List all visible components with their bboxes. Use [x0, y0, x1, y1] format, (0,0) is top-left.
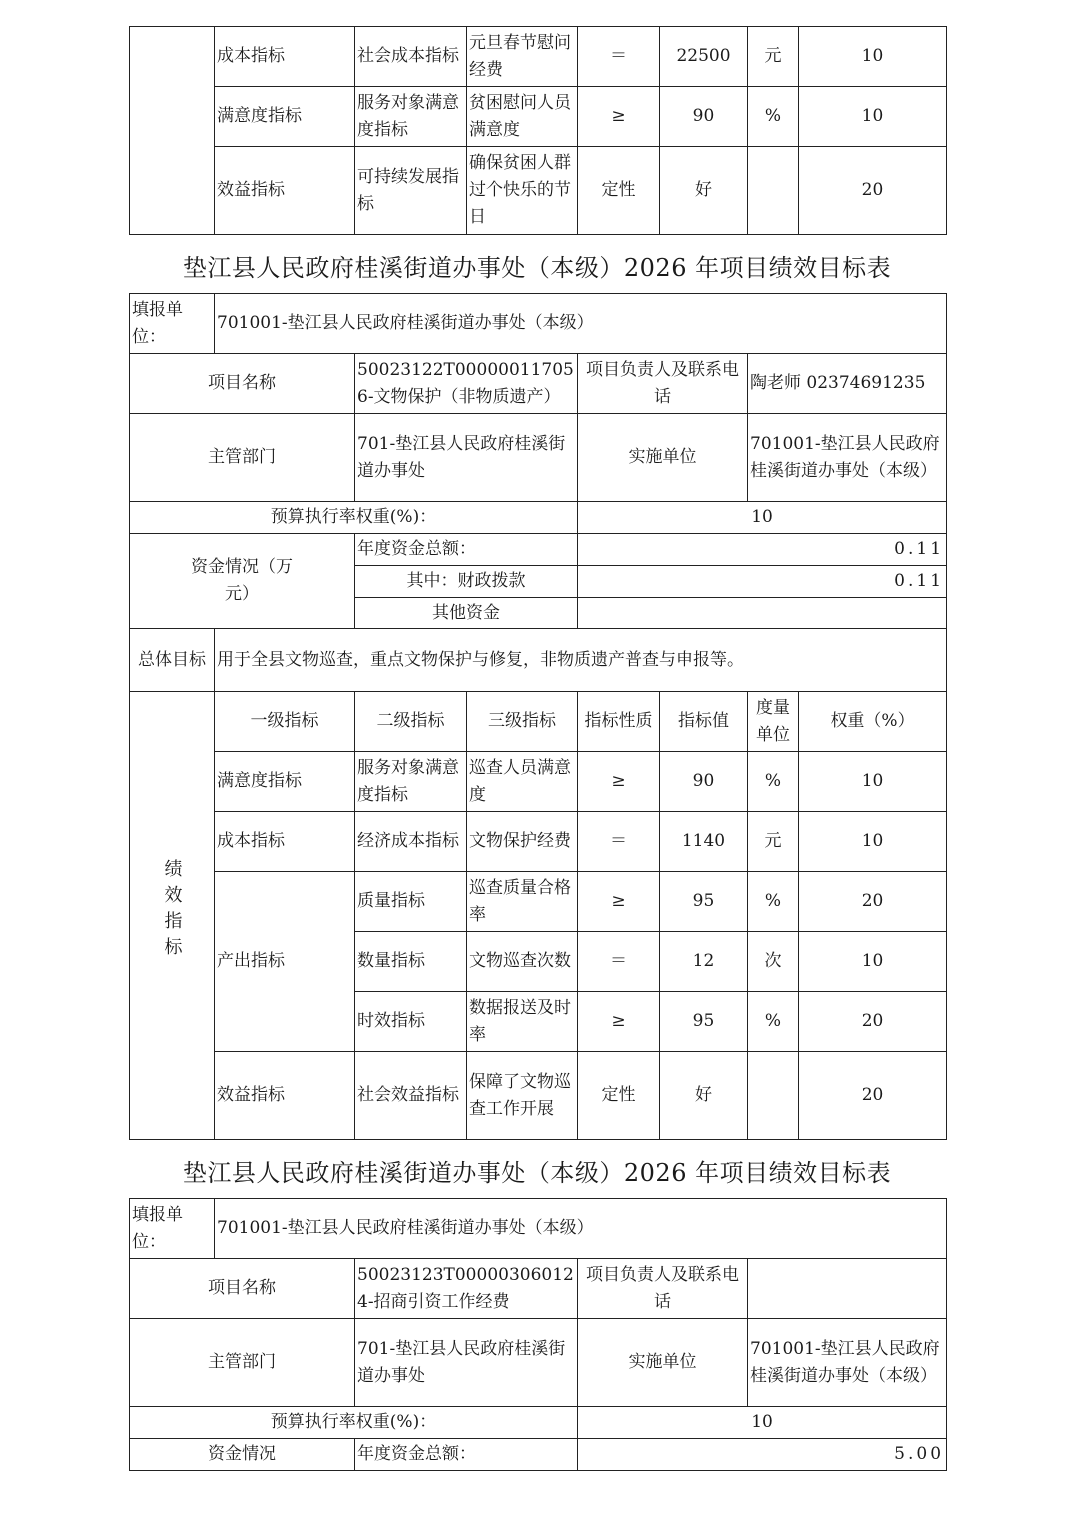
budget-rate-label: 预算执行率权重(%)：: [130, 502, 578, 534]
filing-unit-label: 填报单位：: [130, 294, 215, 354]
project-name-label: 项目名称: [130, 1259, 355, 1319]
weight-cell: 10: [799, 87, 947, 147]
department-row: [130, 414, 947, 502]
impl-value: 701001-垫江县人民政府桂溪街道办事处（本级）: [748, 414, 947, 502]
unit-cell: [748, 147, 799, 235]
indicator-row: [130, 147, 947, 235]
contact-value: 陶老师 02374691235: [748, 354, 947, 414]
impl-label: 实施单位: [578, 414, 748, 502]
budget-rate-value: 10: [578, 1407, 947, 1439]
weight-cell: 20: [799, 992, 947, 1052]
perf-label-cell: [130, 692, 215, 1140]
unit-cell: %: [748, 992, 799, 1052]
funds-fiscal-value: 0.11: [578, 566, 947, 598]
level3-cell: 数据报送及时率: [467, 992, 578, 1052]
dept-value: 701-垫江县人民政府桂溪街道办事处: [355, 414, 578, 502]
value-cell: 12: [660, 932, 748, 992]
value-cell: 90: [660, 87, 748, 147]
level3-cell: 巡查质量合格率: [467, 872, 578, 932]
unit-cell: [748, 1052, 799, 1140]
indicator-row: [130, 27, 947, 87]
value-cell: 好: [660, 147, 748, 235]
level2-cell: 可持续发展指标: [355, 147, 467, 235]
funds-total-row: [130, 534, 947, 566]
sheet2-table: [129, 1198, 947, 1471]
budget-rate-row: [130, 502, 947, 534]
header-unit: 度量单位: [748, 692, 799, 752]
indicator-row: [130, 872, 947, 932]
level3-cell: 文物保护经费: [467, 812, 578, 872]
level2-cell: 时效指标: [355, 992, 467, 1052]
project-name-row: [130, 354, 947, 414]
contact-label: 项目负责人及联系电话: [578, 354, 748, 414]
level1-cell: 成本指标: [215, 27, 355, 87]
funds-total-value: 0.11: [578, 534, 947, 566]
unit-cell: %: [748, 872, 799, 932]
goal-label: 总体目标: [130, 629, 215, 692]
unit-cell: %: [748, 87, 799, 147]
level3-cell: 保障了文物巡查工作开展: [467, 1052, 578, 1140]
value-cell: 95: [660, 992, 748, 1052]
level2-cell: 经济成本指标: [355, 812, 467, 872]
category-cell-empty: [130, 27, 215, 235]
header-weight: 权重（%）: [799, 692, 947, 752]
filing-unit-value: 701001-垫江县人民政府桂溪街道办事处（本级）: [215, 294, 947, 354]
goal-value: 用于全县文物巡查，重点文物保护与修复，非物质遗产普查与申报等。: [215, 629, 947, 692]
nature-cell: ＝: [578, 812, 660, 872]
weight-cell: 10: [799, 752, 947, 812]
weight-cell: 20: [799, 872, 947, 932]
goal-row: [130, 629, 947, 692]
project-name-value: 50023123T000003060124-招商引资工作经费: [355, 1259, 578, 1319]
weight-cell: 20: [799, 1052, 947, 1140]
level1-cell: 满意度指标: [215, 87, 355, 147]
nature-cell: ＝: [578, 932, 660, 992]
level2-cell: 质量指标: [355, 872, 467, 932]
unit-cell: 元: [748, 812, 799, 872]
funds-other-value: [578, 598, 947, 629]
nature-cell: ＝: [578, 27, 660, 87]
nature-cell: 定性: [578, 1052, 660, 1140]
sheet1-table: [129, 293, 947, 1140]
level2-cell: 社会效益指标: [355, 1052, 467, 1140]
perf-label: 绩效指标: [161, 859, 183, 963]
weight-cell: 10: [799, 932, 947, 992]
level1-cell: 成本指标: [215, 812, 355, 872]
value-cell: 95: [660, 872, 748, 932]
level3-cell: 巡查人员满意度: [467, 752, 578, 812]
nature-cell: ≥: [578, 992, 660, 1052]
level3-cell: 文物巡查次数: [467, 932, 578, 992]
contact-value: [748, 1259, 947, 1319]
impl-label: 实施单位: [578, 1319, 748, 1407]
unit-cell: %: [748, 752, 799, 812]
indicator-row: [130, 87, 947, 147]
funds-total-value: 5.00: [578, 1439, 947, 1471]
value-cell: 好: [660, 1052, 748, 1140]
department-row: [130, 1319, 947, 1407]
level2-cell: 服务对象满意度指标: [355, 87, 467, 147]
value-cell: 90: [660, 752, 748, 812]
level1-cell: 满意度指标: [215, 752, 355, 812]
impl-value: 701001-垫江县人民政府桂溪街道办事处（本级）: [748, 1319, 947, 1407]
nature-cell: ≥: [578, 872, 660, 932]
header-level1: 一级指标: [215, 692, 355, 752]
level1-cell: 产出指标: [215, 872, 355, 1052]
filing-unit-value: 701001-垫江县人民政府桂溪街道办事处（本级）: [215, 1199, 947, 1259]
fragment-indicator-table: [129, 26, 947, 235]
project-name-label: 项目名称: [130, 354, 355, 414]
header-value: 指标值: [660, 692, 748, 752]
contact-label: 项目负责人及联系电话: [578, 1259, 748, 1319]
level3-cell: 确保贫困人群过个快乐的节日: [467, 147, 578, 235]
dept-label: 主管部门: [130, 414, 355, 502]
filing-unit-row: [130, 1199, 947, 1259]
funds-total-label: 年度资金总额：: [355, 1439, 578, 1471]
nature-cell: 定性: [578, 147, 660, 235]
budget-rate-value: 10: [578, 502, 947, 534]
value-cell: 1140: [660, 812, 748, 872]
unit-cell: 次: [748, 932, 799, 992]
indicator-row: [130, 752, 947, 812]
project-name-value: 50023122T000000117056-文物保护（非物质遗产）: [355, 354, 578, 414]
indicator-row: [130, 1052, 947, 1140]
project-name-row: [130, 1259, 947, 1319]
funds-label: 资金情况: [130, 1439, 355, 1471]
funds-label: 资金情况（万元）: [130, 534, 355, 629]
filing-unit-label: 填报单位：: [130, 1199, 215, 1259]
nature-cell: ≥: [578, 87, 660, 147]
unit-cell: 元: [748, 27, 799, 87]
weight-cell: 20: [799, 147, 947, 235]
level1-cell: 效益指标: [215, 147, 355, 235]
header-level3: 三级指标: [467, 692, 578, 752]
budget-rate-label: 预算执行率权重(%)：: [130, 1407, 578, 1439]
level2-cell: 数量指标: [355, 932, 467, 992]
funds-total-label: 年度资金总额：: [355, 534, 578, 566]
level3-cell: 贫困慰问人员满意度: [467, 87, 578, 147]
funds-other-label: 其他资金: [355, 598, 578, 629]
level1-cell: 效益指标: [215, 1052, 355, 1140]
budget-rate-row: [130, 1407, 947, 1439]
dept-label: 主管部门: [130, 1319, 355, 1407]
level3-cell: 元旦春节慰问经费: [467, 27, 578, 87]
nature-cell: ≥: [578, 752, 660, 812]
level2-cell: 服务对象满意度指标: [355, 752, 467, 812]
header-level2: 二级指标: [355, 692, 467, 752]
value-cell: 22500: [660, 27, 748, 87]
funds-total-row: [130, 1439, 947, 1471]
sheet1-title: 垫江县人民政府桂溪街道办事处（本级）2026 年项目绩效目标表: [182, 254, 892, 282]
weight-cell: 10: [799, 812, 947, 872]
filing-unit-row: [130, 294, 947, 354]
sheet2-title: 垫江县人民政府桂溪街道办事处（本级）2026 年项目绩效目标表: [182, 1159, 892, 1187]
dept-value: 701-垫江县人民政府桂溪街道办事处: [355, 1319, 578, 1407]
indicator-header-row: [130, 692, 947, 752]
level2-cell: 社会成本指标: [355, 27, 467, 87]
header-nature: 指标性质: [578, 692, 660, 752]
weight-cell: 10: [799, 27, 947, 87]
funds-fiscal-label: 其中：财政拨款: [355, 566, 578, 598]
indicator-row: [130, 812, 947, 872]
